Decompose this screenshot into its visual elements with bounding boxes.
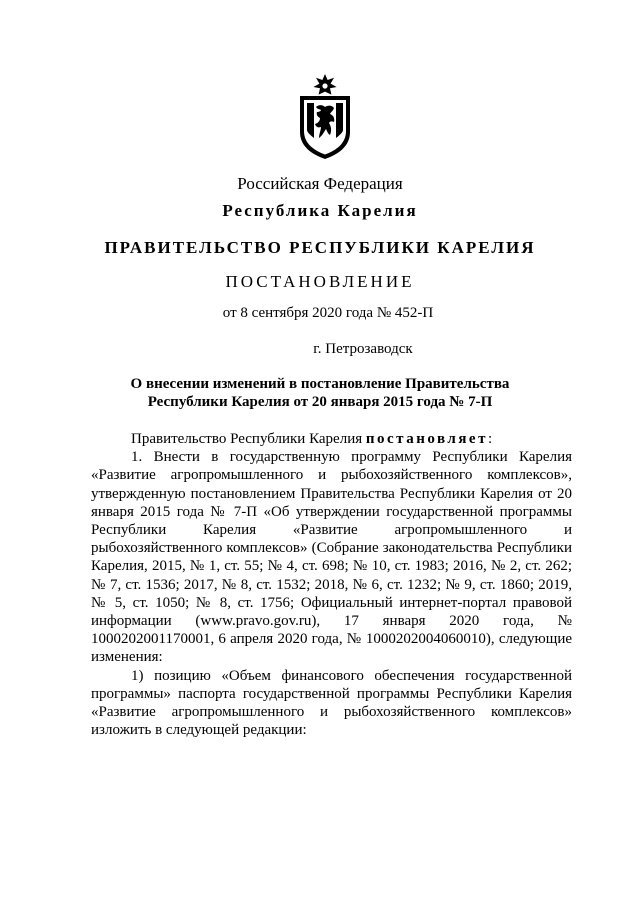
- intro-paragraph: [91, 430, 572, 448]
- country-name: Российская Федерация: [237, 174, 403, 193]
- document-city: г. Петрозаводск: [313, 341, 413, 357]
- intro-colon: :: [487, 431, 493, 447]
- republic-name: Республика Карелия: [222, 201, 418, 220]
- document-body: [91, 430, 572, 739]
- item-1-paragraph: 1. Внести в государственную программу Республики Карелия «Развитие агропромышленного и рыбохозяйственного комплексов», утвержденную постановлением Правительства Республики Карелия от 20 января 2015 года № 7-П «Об утверждении государственной программы Республики Карелия «Развитие агропромышленного и рыбохозяйственного комплексов» (Собрание законодательства Республики Карелия, 2015, № 1, ст. 55; № 4, ст. 698; № 10, ст. 1983; 2016, № 2, ст. 262; № 7, ст. 1536; 2017, № 8, ст. 1532; 2018, № 6, ст. 1232; № 9, ст. 1860; 2019, № 5, ст. 1050; № 8, ст. 1756; Официальный интернет-портал правовой информации (www.pravo.gov.ru), 17 января 2020 года, № 1000202001170001, 6 апреля 2020 года, № 1000202004060010), следующие изменения:: [91, 449, 572, 666]
- title-line-2: Республики Карелия от 20 января 2015 года № 7-П: [147, 394, 493, 410]
- intro-verb: постановляет: [365, 431, 488, 447]
- item-1-1-paragraph: 1) позицию «Объем финансового обеспечения государственной программы» паспорта государственной программы Республики Карелия «Развитие агропромышленного и рыбохозяйственного комплексов» изложить в следующей редакции:: [91, 667, 572, 739]
- document-date-number: от 8 сентября 2020 года № 452-П: [222, 305, 434, 321]
- intro-text: Правительство Республики Карелия: [131, 431, 366, 447]
- title-line-1: О внесении изменений в постановление Правительства: [130, 376, 510, 392]
- document-title: [90, 375, 550, 411]
- document-type: ПОСТАНОВЛЕНИЕ: [225, 272, 415, 291]
- government-title: ПРАВИТЕЛЬСТВО РЕСПУБЛИКИ КАРЕЛИЯ: [104, 238, 536, 257]
- coat-of-arms-icon: [297, 74, 353, 160]
